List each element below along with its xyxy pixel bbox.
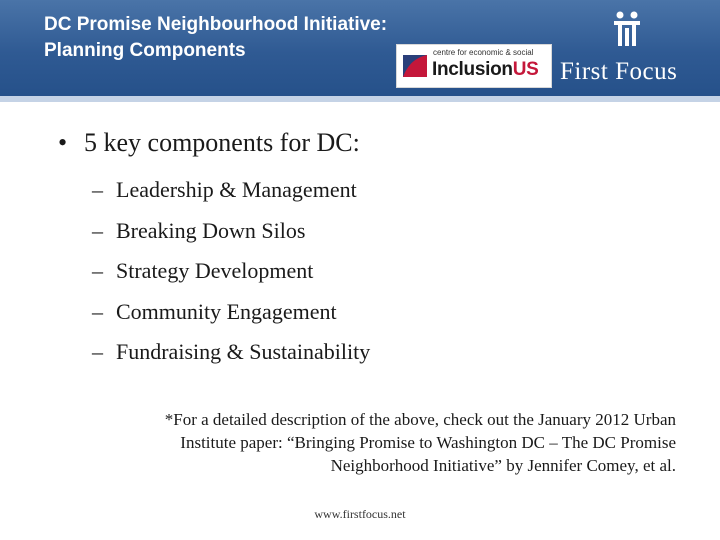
list-item-text: Leadership & Management	[116, 177, 357, 202]
list-item	[92, 251, 370, 292]
note-line-2: Institute paper: “Bringing Promise to Washington DC – The DC Promise	[180, 433, 676, 452]
dash-marker: –	[92, 298, 103, 324]
bullet-marker: •	[58, 128, 68, 157]
title-line-2: Planning Components	[44, 40, 246, 61]
list-item-text: Strategy Development	[116, 258, 314, 283]
list-item	[92, 170, 370, 211]
main-bullet-text: 5 key components for DC:	[84, 128, 360, 157]
header-bar	[0, 0, 720, 96]
list-item-text: Fundraising & Sustainability	[116, 339, 371, 364]
list-item-text: Breaking Down Silos	[116, 217, 306, 243]
list-item-text: Community Engagement	[116, 298, 337, 324]
dash-marker: –	[92, 339, 103, 364]
inclusion-name	[432, 59, 539, 81]
footer-url: www.firstfocus.net	[314, 507, 406, 521]
reference-note	[76, 408, 676, 477]
first-focus-figures-icon	[612, 10, 642, 48]
inclusion-mark-icon	[401, 51, 429, 81]
dash-marker: –	[92, 258, 103, 283]
note-line-3: Neighborhood Initiative” by Jennifer Comey, et al.	[330, 456, 676, 475]
main-bullet	[58, 128, 360, 158]
note-line-1: *For a detailed description of the above, check out the January 2012 Urban	[164, 410, 676, 429]
dash-marker: –	[92, 177, 103, 202]
header-divider	[0, 96, 720, 102]
list-item	[92, 332, 370, 373]
title-line-1: DC Promise Neighbourhood Initiative:	[44, 14, 388, 35]
first-focus-logo-text: First Focus	[560, 58, 678, 85]
inclusion-name-part2: US	[512, 59, 539, 80]
dash-marker: –	[92, 217, 103, 243]
list-item	[92, 292, 370, 333]
inclusion-us-logo	[396, 44, 552, 88]
inclusion-small-text: centre for economic & social	[433, 48, 534, 57]
list-item	[92, 211, 370, 252]
inclusion-name-part1: Inclusion	[432, 59, 513, 80]
component-list	[92, 170, 370, 373]
slide-title	[44, 12, 404, 64]
